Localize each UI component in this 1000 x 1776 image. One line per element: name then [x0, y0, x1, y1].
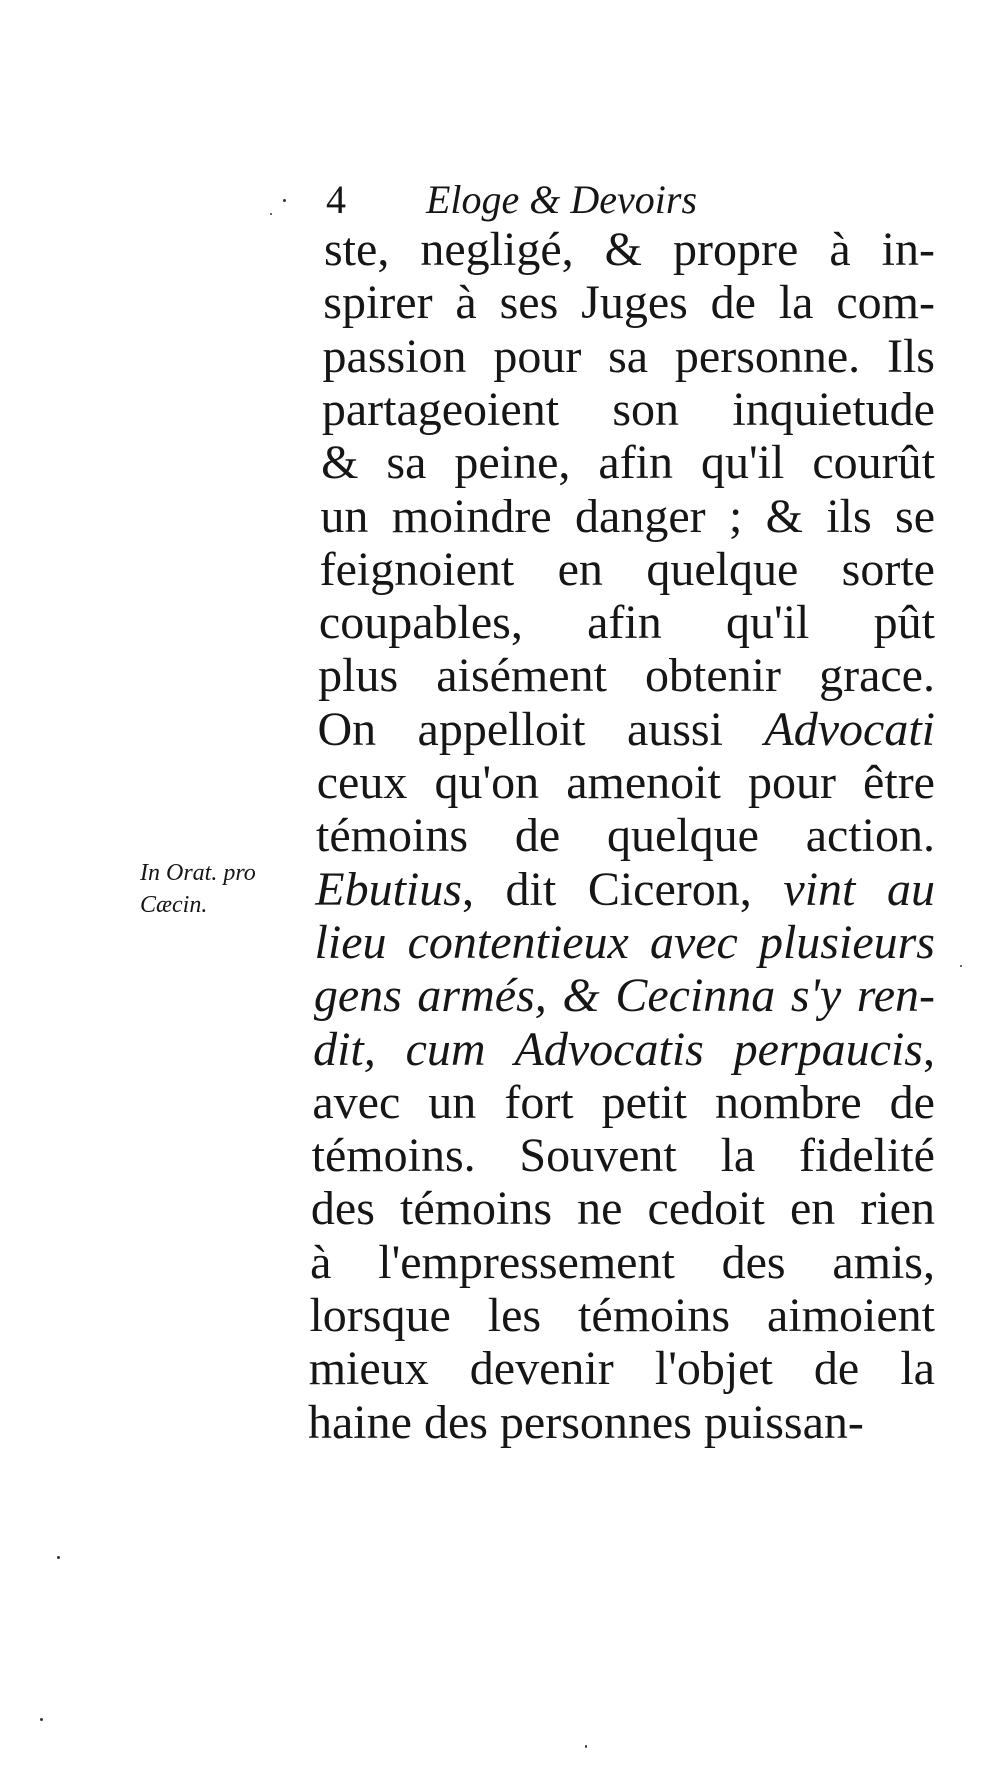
text-segment: ,	[923, 1022, 935, 1076]
text-line-content	[315, 862, 935, 918]
text-segment: Advocati	[764, 702, 935, 756]
text-line-content	[323, 275, 935, 331]
text-segment: partageoient son inquietude	[321, 382, 935, 436]
text-segment: un moindre danger ; & ils se	[320, 489, 935, 543]
text-line-content	[310, 1235, 935, 1291]
text-line-content	[323, 329, 935, 385]
text-segment: lieu contentieux avec plusieurs	[314, 915, 935, 969]
text-line-content	[320, 489, 935, 545]
running-title: Eloge & Devoirs	[426, 177, 698, 222]
text-segment: témoins. Souvent la fidelité	[311, 1129, 935, 1183]
text-segment: Ebutius	[315, 862, 462, 916]
text-segment: des témoins ne cedoit en rien	[310, 1182, 935, 1236]
text-segment: spirer à ses Juges de la com-	[323, 276, 935, 330]
margin-note-line-2: Cæcin.	[140, 892, 208, 918]
text-segment: à l'empressement des amis,	[310, 1235, 935, 1289]
text-segment: feignoient en quelque sorte	[319, 542, 935, 596]
running-header	[326, 175, 697, 225]
text-line-content	[312, 1075, 935, 1131]
text-segment: avec un fort petit nombre de	[312, 1075, 935, 1129]
text-line-content	[315, 915, 935, 971]
ink-speck	[270, 213, 272, 215]
text-segment: gens armés, & Cecinna s'y ren-	[313, 969, 935, 1023]
ink-speck	[960, 965, 962, 967]
text-segment: coupables, afin qu'il pût	[318, 596, 935, 650]
text-segment: plus aisément obtenir grace.	[318, 649, 935, 703]
text-line-content	[316, 808, 935, 864]
text-line-content	[308, 1395, 864, 1451]
text-line-content	[317, 755, 935, 811]
text-line-content	[309, 1288, 935, 1344]
text-segment: ceux qu'on amenoit pour être	[316, 756, 935, 809]
ink-speck	[57, 1556, 60, 1559]
text-segment: mieux devenir l'objet de la	[308, 1342, 935, 1396]
ink-speck	[585, 1745, 587, 1748]
text-line-content	[312, 1128, 935, 1184]
text-line-content	[321, 435, 935, 491]
text-line-content	[320, 542, 935, 598]
margin-note-line-1: In Orat. pro	[140, 860, 256, 886]
text-segment: passion pour sa personne. Ils	[322, 329, 935, 383]
text-line-content	[319, 595, 935, 651]
text-line-content	[314, 968, 935, 1024]
text-segment: & sa peine, afin qu'il courût	[321, 436, 935, 490]
text-segment: lorsque les témoins aimoient	[309, 1289, 935, 1342]
text-line-content	[309, 1341, 935, 1397]
text-segment: témoins de quelque action.	[316, 809, 935, 863]
text-line-content	[322, 382, 935, 438]
text-line-content	[318, 648, 935, 704]
text-segment: , dit Ciceron,	[461, 862, 784, 916]
ink-speck	[283, 199, 286, 202]
text-segment: dit, cum Advocatis perpaucis	[313, 1022, 923, 1076]
text-line-content	[324, 222, 935, 278]
text-segment: vint au	[783, 862, 935, 916]
text-segment: ste, negligé, & propre à in-	[324, 223, 935, 276]
page-number: 4	[326, 177, 346, 222]
text-line-content	[311, 1181, 935, 1237]
text-line-content	[317, 702, 935, 758]
ink-speck	[40, 1718, 43, 1721]
text-line-content	[313, 1022, 935, 1078]
text-segment: On appelloit aussi	[317, 702, 765, 756]
text-segment: haine des personnes puissan-	[308, 1395, 864, 1449]
